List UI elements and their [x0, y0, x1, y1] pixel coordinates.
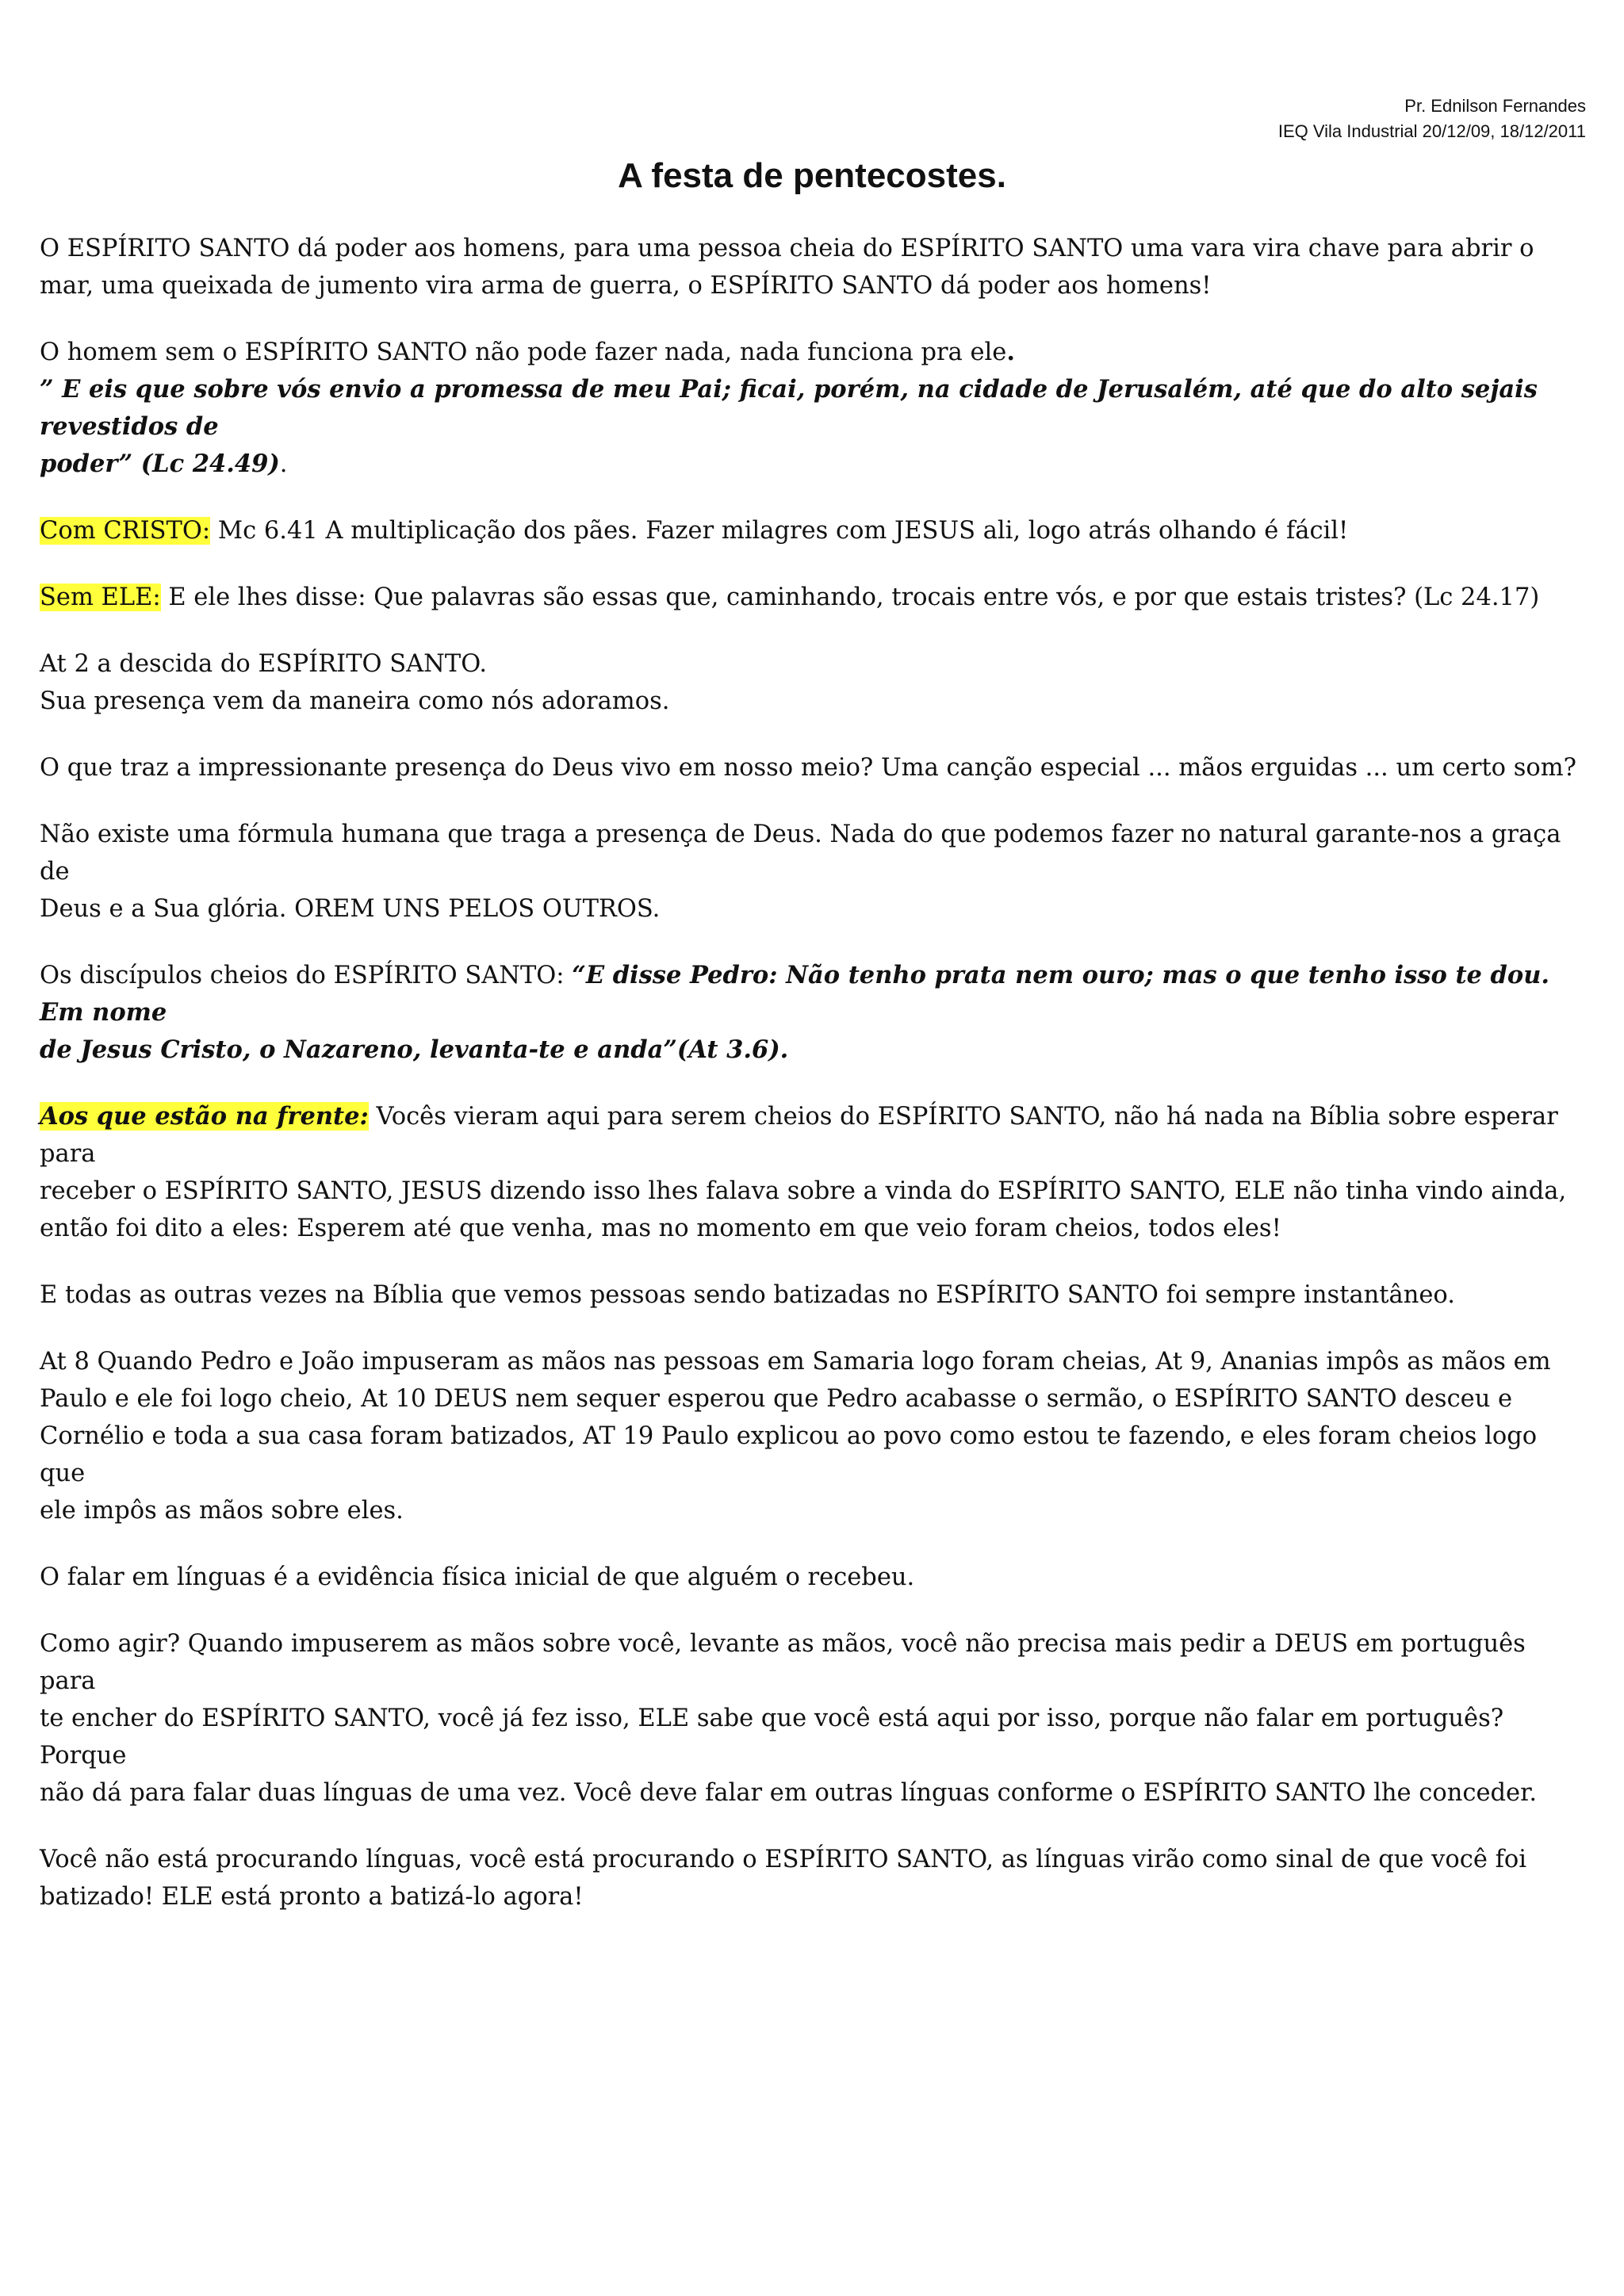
text-line: [40, 334, 1586, 371]
text-span: Mc 6.41 A multiplicação dos pães. Fazer milagres com JESUS ali, logo atrás olhando é fácil!: [210, 517, 1349, 545]
text-line: O que traz a impressionante presença do Deus vivo em nosso meio? Uma canção especial ... mãos erguidas ... um certo som?: [40, 754, 1577, 782]
paragraph-8: [40, 957, 1586, 1069]
text-span: O homem sem o ESPÍRITO SANTO não pode fazer nada, nada funciona pra ele: [40, 339, 1007, 366]
paragraph-9: [40, 1098, 1586, 1247]
text-span: .: [1006, 338, 1015, 366]
text-line: [40, 512, 1586, 549]
paragraph-1: [40, 230, 1586, 304]
text-line: receber o ESPÍRITO SANTO, JESUS dizendo isso lhes falava sobre a vinda do ESPÍRITO SANTO, ELE não tinha vindo ainda,: [40, 1177, 1567, 1205]
paragraph-7: [40, 816, 1586, 928]
scripture-quote-line: [40, 446, 1586, 483]
scripture-quote-line: ” E eis que sobre vós envio a promessa de meu Pai; ficai, porém, na cidade de Jerusalém, até que do alto sejais revestidos de: [40, 375, 1538, 441]
text-line: E todas as outras vezes na Bíblia que vemos pessoas sendo batizadas no ESPÍRITO SANTO foi sempre instantâneo.: [40, 1281, 1455, 1309]
text-line: Você não está procurando línguas, você está procurando o ESPÍRITO SANTO, as línguas virão como sinal de que você foi: [40, 1846, 1527, 1873]
paragraph-12: [40, 1559, 1586, 1596]
church-dates-line: IEQ Vila Industrial 20/12/09, 18/12/2011: [1277, 121, 1586, 141]
paragraph-4: [40, 579, 1586, 616]
paragraph-3: [40, 512, 1586, 549]
highlighted-label: Aos que estão na frente:: [40, 1102, 369, 1131]
text-line: mar, uma queixada de jumento vira arma de guerra, o ESPÍRITO SANTO dá poder aos homens!: [40, 272, 1212, 300]
paragraph-14: [40, 1841, 1586, 1915]
text-line: [40, 1098, 1586, 1173]
document-header: [1278, 94, 1586, 144]
highlighted-label: Sem ELE:: [40, 584, 161, 611]
paragraph-2: [40, 334, 1586, 483]
text-line: At 2 a descida do ESPÍRITO SANTO.: [40, 650, 488, 678]
text-line: [40, 579, 1586, 616]
text-line: Deus e a Sua glória. OREM UNS PELOS OUTROS.: [40, 895, 661, 923]
author-line: Pr. Ednilson Fernandes: [1404, 96, 1586, 116]
text-line: ele impôs as mãos sobre eles.: [40, 1497, 404, 1525]
paragraph-13: [40, 1625, 1586, 1812]
text-line: não dá para falar duas línguas de uma vez. Você deve falar em outras línguas conforme o ESPÍRITO SANTO lhe conceder.: [40, 1779, 1538, 1807]
document-body: [40, 230, 1586, 1945]
text-span: Os discípulos cheios do ESPÍRITO SANTO:: [40, 962, 573, 989]
text-line: Paulo e ele foi logo cheio, At 10 DEUS nem sequer esperou que Pedro acabasse o sermão, o ESPÍRITO SANTO desceu e: [40, 1385, 1513, 1413]
text-span: .: [279, 450, 288, 478]
text-line: O falar em línguas é a evidência física inicial de que alguém o recebeu.: [40, 1563, 915, 1591]
paragraph-10: [40, 1276, 1586, 1314]
paragraph-5: [40, 645, 1586, 720]
text-line: O ESPÍRITO SANTO dá poder aos homens, para uma pessoa cheia do ESPÍRITO SANTO uma vara vira chave para abrir o: [40, 235, 1534, 262]
text-line: Como agir? Quando impuserem as mãos sobre você, levante as mãos, você não precisa mais pedir a DEUS em português para: [40, 1630, 1526, 1695]
text-span: E ele lhes disse: Que palavras são essas que, caminhando, trocais entre vós, e por que estais tristes? (Lc 24.17): [160, 584, 1540, 611]
text-span: poder” (Lc 24.49): [40, 450, 280, 478]
scripture-quote: “E disse Pedro: Não tenho prata nem ouro; mas o que tenho isso te dou. Em nome: [40, 961, 1550, 1027]
paragraph-11: [40, 1343, 1586, 1529]
text-line: batizado! ELE está pronto a batizá-lo agora!: [40, 1883, 584, 1911]
text-span: Vocês vieram aqui para serem cheios do ESPÍRITO SANTO, não há nada na Bíblia sobre esperar para: [40, 1103, 1558, 1168]
highlighted-label: Com CRISTO:: [40, 517, 211, 545]
text-line: [40, 957, 1586, 1031]
scripture-quote-line: de Jesus Cristo, o Nazareno, levanta-te e anda”(At 3.6).: [40, 1035, 789, 1064]
text-line: Cornélio e toda a sua casa foram batizados, AT 19 Paulo explicou ao povo como estou te fazendo, e eles foram cheios logo que: [40, 1422, 1538, 1487]
text-line: At 8 Quando Pedro e João impuseram as mãos nas pessoas em Samaria logo foram cheias, At 9, Ananias impôs as mãos em: [40, 1348, 1551, 1376]
document-title: A festa de pentecostes.: [618, 156, 1006, 195]
text-line: te encher do ESPÍRITO SANTO, você já fez isso, ELE sabe que você está aqui por isso, porque não falar em português? Porque: [40, 1705, 1504, 1770]
text-line: Sua presença vem da maneira como nós adoramos.: [40, 687, 670, 715]
paragraph-6: [40, 749, 1586, 786]
text-line: Não existe uma fórmula humana que traga a presença de Deus. Nada do que podemos fazer no natural garante-nos a graça de: [40, 821, 1561, 886]
text-line: então foi dito a eles: Esperem até que venha, mas no momento em que veio foram cheios, todos eles!: [40, 1215, 1281, 1242]
